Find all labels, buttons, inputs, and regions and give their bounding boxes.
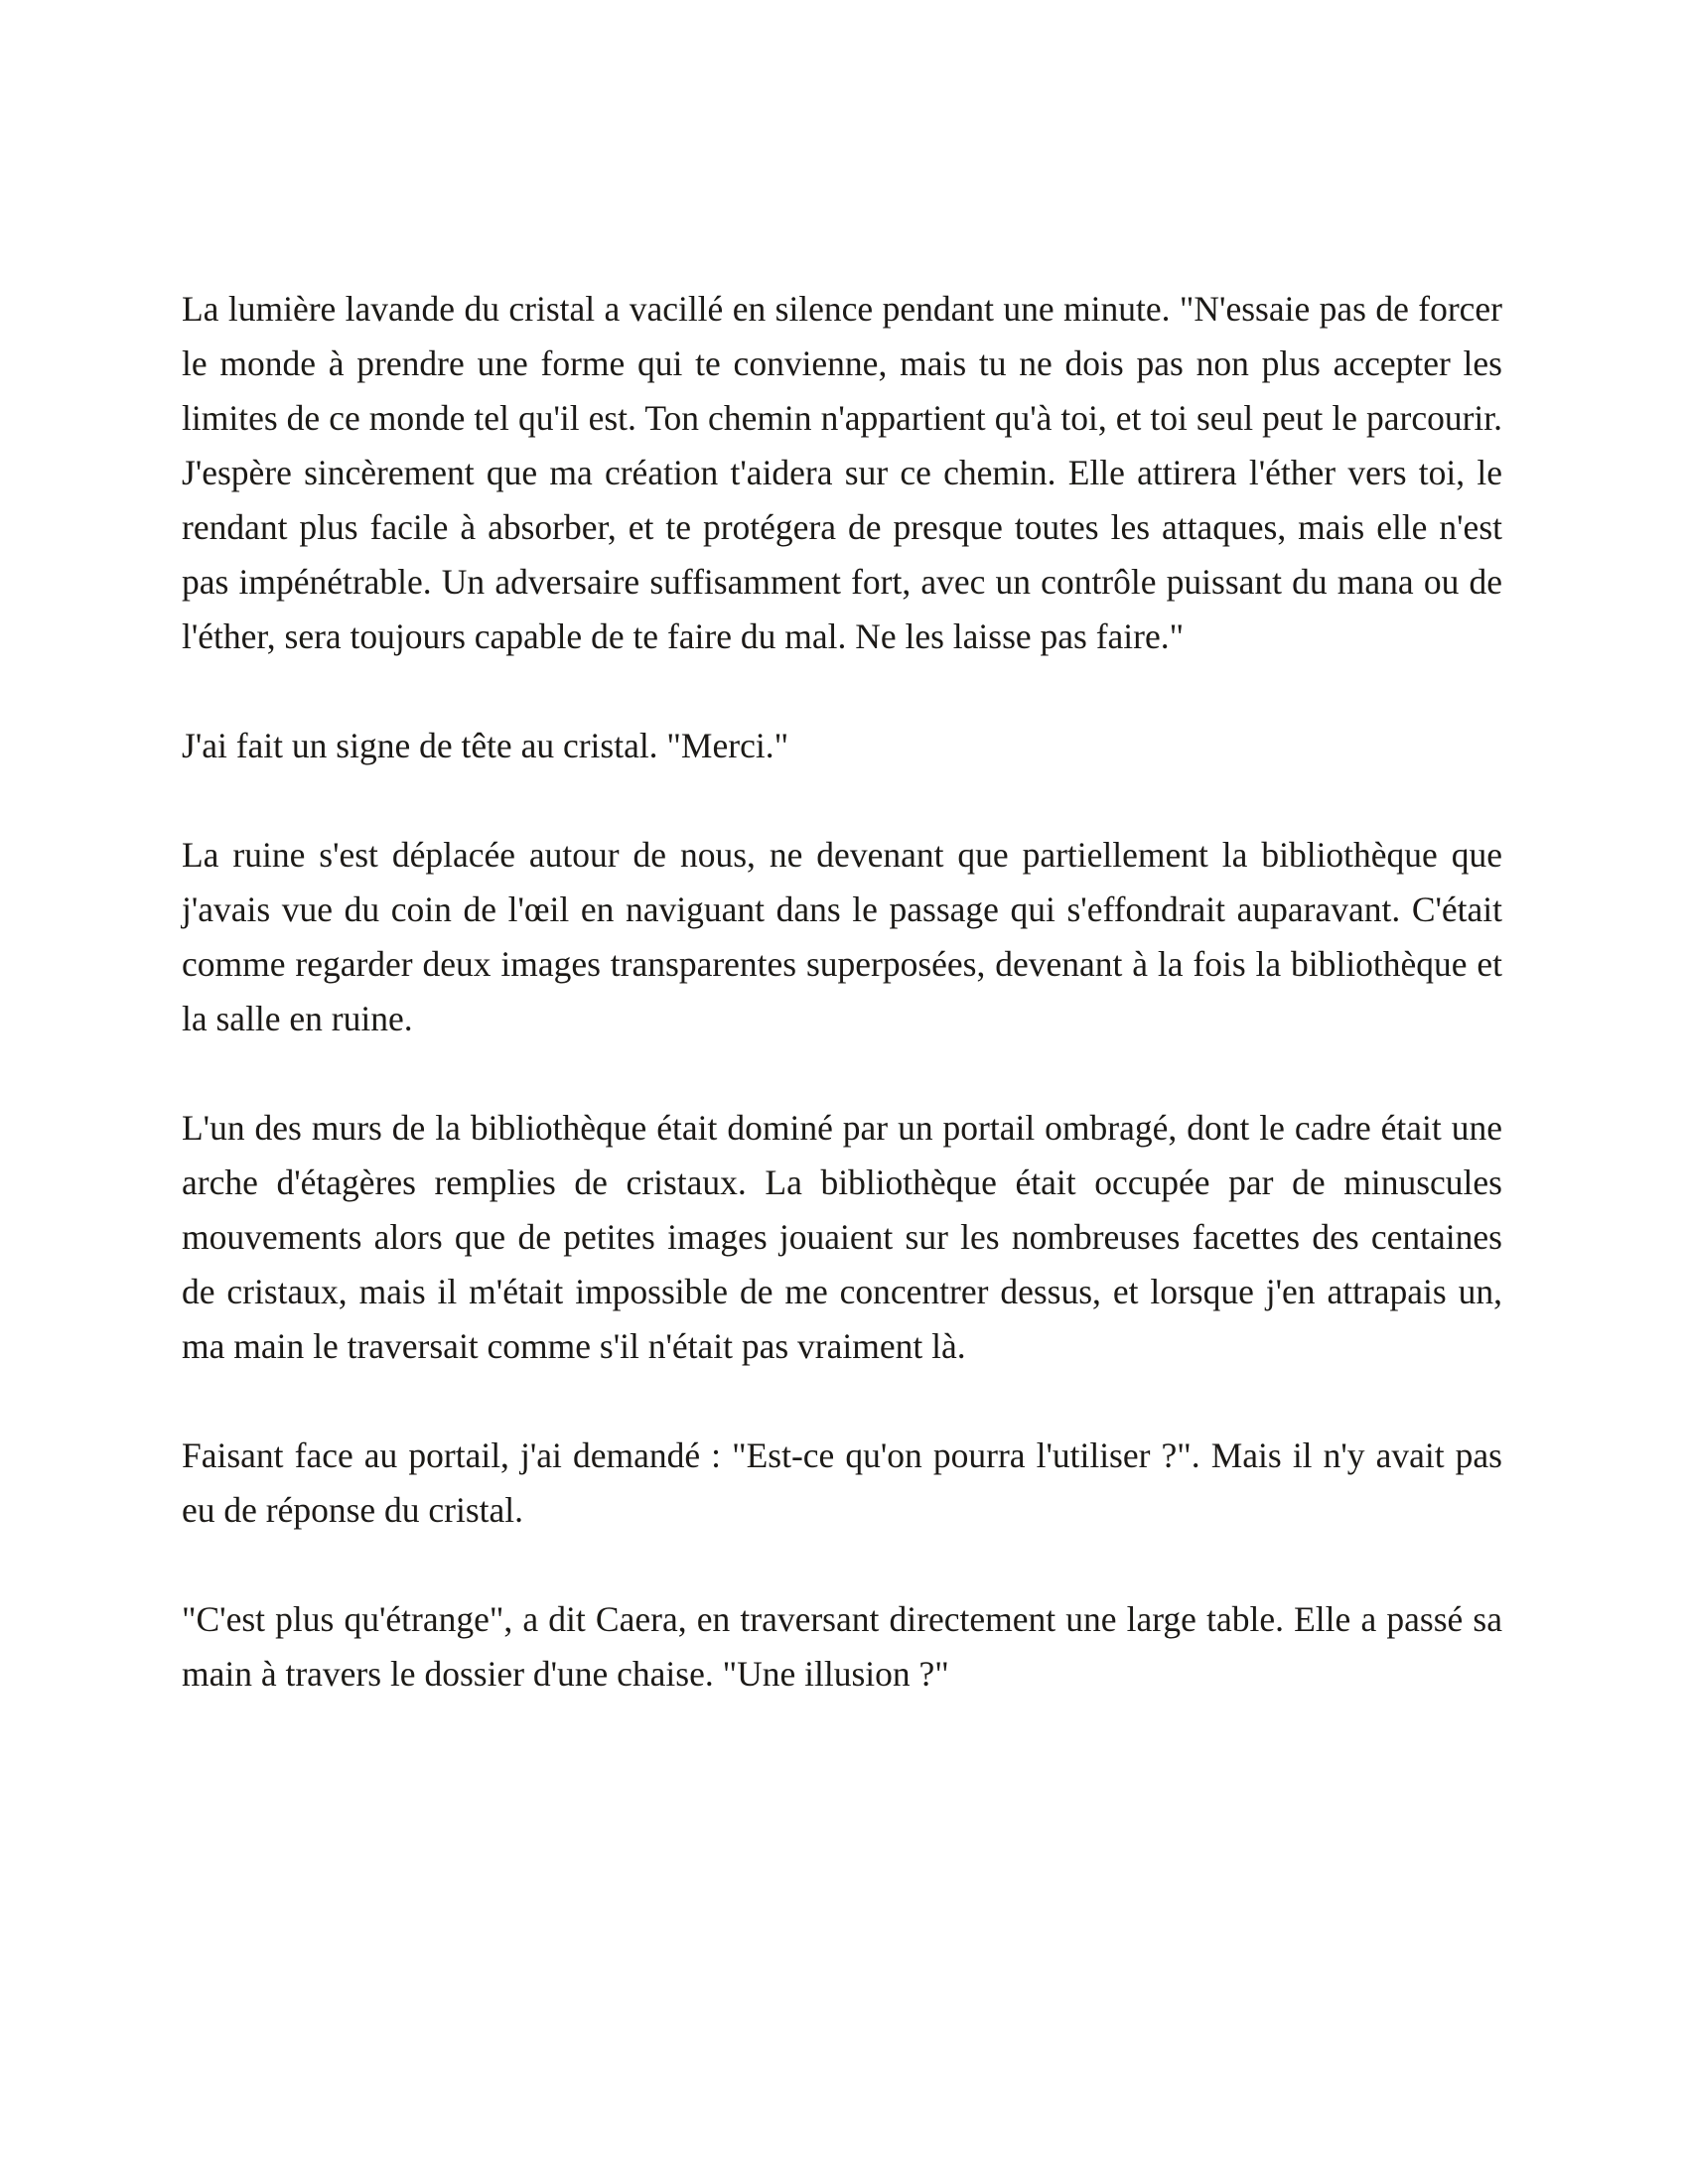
paragraph-crystal-speech: La lumière lavande du cristal a vacillé en silence pendant une minute. "N'essaie pas de forcer le monde à prendre une forme qui te convienne, mais tu ne dois pas non plus accepter les limites de ce monde tel qu'il est. Ton chemin n'appartient qu'à toi, et toi seul peut le parcourir. J'espère sincèrement que ma création t'aidera sur ce chemin. Elle attirera l'éther vers toi, le rendant plus facile à absorber, et te protégera de presque toutes les attaques, mais elle n'est pas impénétrable. Un adversaire suffisamment fort, avec un contrôle puissant du mana ou de l'éther, sera toujours capable de te faire du mal. Ne les laisse pas faire."	[182, 289, 1502, 656]
document-page	[182, 282, 1502, 1756]
paragraph-thanks: J'ai fait un signe de tête au cristal. "Merci."	[182, 726, 789, 765]
paragraph-caera-illusion: "C'est plus qu'étrange", a dit Caera, en traversant directement une large table. Elle a passé sa main à travers le dossier d'une chaise. "Une illusion ?"	[182, 1599, 1502, 1694]
paragraph-library-portal: L'un des murs de la bibliothèque était dominé par un portail ombragé, dont le cadre était une arche d'étagères remplies de cristaux. La bibliothèque était occupée par de minuscules mouvements alors que de petites images jouaient sur les nombreuses facettes des centaines de cristaux, mais il m'était impossible de me concentrer dessus, et lorsque j'en attrapais un, ma main le traversait comme s'il n'était pas vraiment là.	[182, 1108, 1502, 1366]
paragraph-ruin-shift: La ruine s'est déplacée autour de nous, ne devenant que partiellement la bibliothèque que j'avais vue du coin de l'œil en naviguant dans le passage qui s'effondrait auparavant. C'était comme regarder deux images transparentes superposées, devenant à la fois la bibliothèque et la salle en ruine.	[182, 835, 1502, 1038]
paragraph-question-portal: Faisant face au portail, j'ai demandé : "Est-ce qu'on pourra l'utiliser ?". Mais il n'y avait pas eu de réponse du cristal.	[182, 1435, 1502, 1530]
